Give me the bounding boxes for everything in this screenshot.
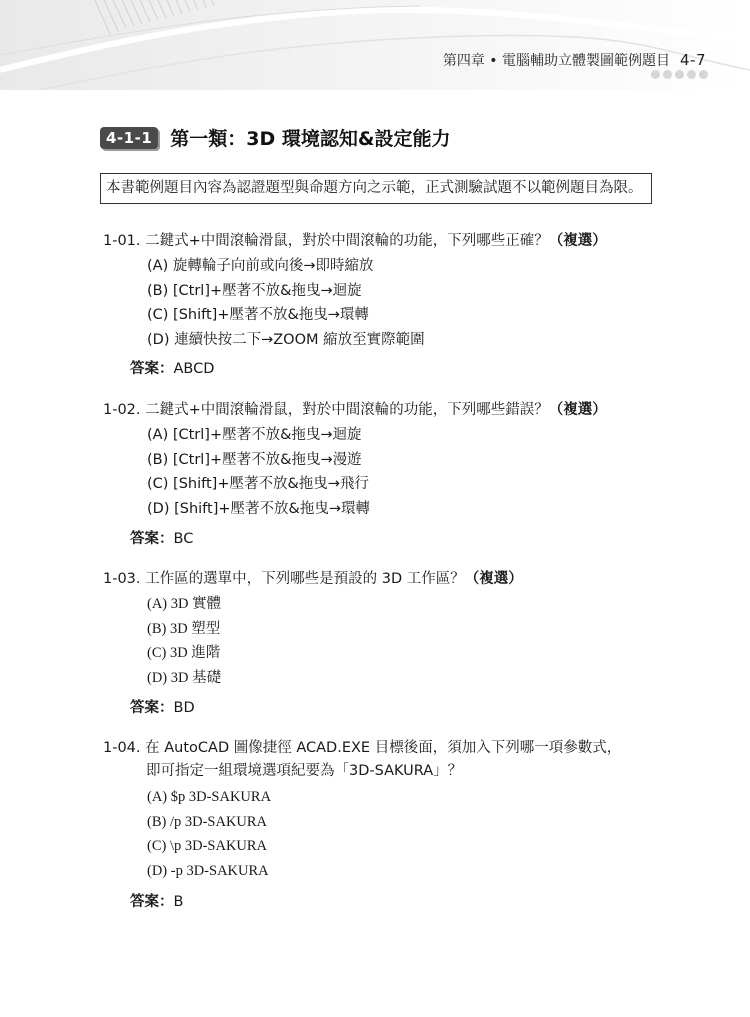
answer-4 — [130, 890, 183, 911]
option-b: (B) /p 3D-SAKURA — [147, 813, 268, 830]
chapter-title: 第四章 • 電腦輔助立體製圖範例題目 — [442, 53, 670, 69]
question-2 — [103, 399, 607, 521]
option-d: (D) -p 3D-SAKURA — [147, 862, 269, 879]
question-tag: （複選） — [548, 402, 607, 418]
question-number: 1-04. — [103, 740, 141, 756]
option-c: (C) \p 3D-SAKURA — [147, 838, 268, 854]
dot — [699, 70, 708, 79]
question-text: 在 AutoCAD 圖像捷徑 ACAD.EXE 目標後面，須加入下列哪一項參數式， — [145, 740, 622, 756]
answer-value: BC — [173, 531, 194, 547]
header-decoration — [0, 0, 750, 90]
option-b: (B) [Ctrl]+壓著不放&拖曳→迴旋 — [147, 282, 362, 299]
running-header — [443, 50, 706, 70]
option-c: (C) 3D 進階 — [147, 645, 221, 661]
answer-3 — [130, 696, 195, 717]
question-text: 二鍵式+中間滾輪滑鼠，對於中間滾輪的功能，下列哪些正確？ — [145, 233, 549, 249]
notice-box: 本書範例題目內容為認證題型與命題方向之示範，正式測驗試題不以範例題目為限。 — [100, 173, 652, 204]
option-d: (D) 連續快按二下→ZOOM 縮放至實際範圍 — [147, 331, 425, 348]
option-d: (D) [Shift]+壓著不放&拖曳→環轉 — [147, 500, 370, 517]
answer-value: ABCD — [173, 361, 215, 377]
section-title: 第一類：3D 環境認知&設定能力 — [170, 128, 451, 150]
option-a: (A) 旋轉輪子向前或向後→即時縮放 — [147, 258, 374, 274]
options-list — [147, 254, 607, 352]
option-a: (A) $p 3D-SAKURA — [147, 789, 272, 805]
question-tag: （複選） — [464, 571, 523, 587]
dot — [663, 70, 672, 79]
dot — [687, 70, 696, 79]
question-number: 1-02. — [103, 402, 141, 418]
answer-value: BD — [173, 700, 195, 716]
header-dots — [651, 70, 708, 79]
section-badge: 4-1-1 — [100, 127, 158, 149]
page-number: 4-7 — [680, 51, 706, 69]
answer-2 — [130, 527, 193, 548]
question-3 — [103, 568, 523, 690]
answer-value: B — [173, 894, 184, 910]
options-list — [147, 592, 523, 690]
question-text: 工作區的選單中，下列哪些是預設的 3D 工作區？ — [145, 571, 465, 587]
options-list — [147, 785, 621, 883]
option-d: (D) 3D 基礎 — [147, 669, 222, 686]
options-list — [147, 423, 607, 521]
question-number: 1-03. — [103, 571, 141, 587]
question-tag: （複選） — [548, 233, 607, 249]
answer-label: 答案： — [130, 700, 174, 716]
answer-label: 答案： — [130, 531, 174, 547]
dot — [675, 70, 684, 79]
dot — [651, 70, 660, 79]
question-number: 1-01. — [103, 233, 141, 249]
question-text: 二鍵式+中間滾輪滑鼠，對於中間滾輪的功能，下列哪些錯誤？ — [145, 402, 549, 418]
question-4 — [103, 737, 621, 883]
answer-1 — [130, 357, 214, 378]
section-heading — [100, 124, 450, 151]
answer-label: 答案： — [130, 894, 174, 910]
option-a: (A) 3D 實體 — [147, 596, 222, 612]
option-b: (B) [Ctrl]+壓著不放&拖曳→漫遊 — [147, 451, 362, 468]
question-text-continued: 即可指定一組環境選項紀要為「3D-SAKURA」？ — [146, 763, 463, 779]
question-1 — [103, 230, 607, 352]
option-c: (C) [Shift]+壓著不放&拖曳→環轉 — [147, 307, 369, 323]
option-b: (B) 3D 塑型 — [147, 620, 221, 637]
option-c: (C) [Shift]+壓著不放&拖曳→飛行 — [147, 476, 369, 492]
option-a: (A) [Ctrl]+壓著不放&拖曳→迴旋 — [147, 427, 362, 443]
answer-label: 答案： — [130, 361, 174, 377]
